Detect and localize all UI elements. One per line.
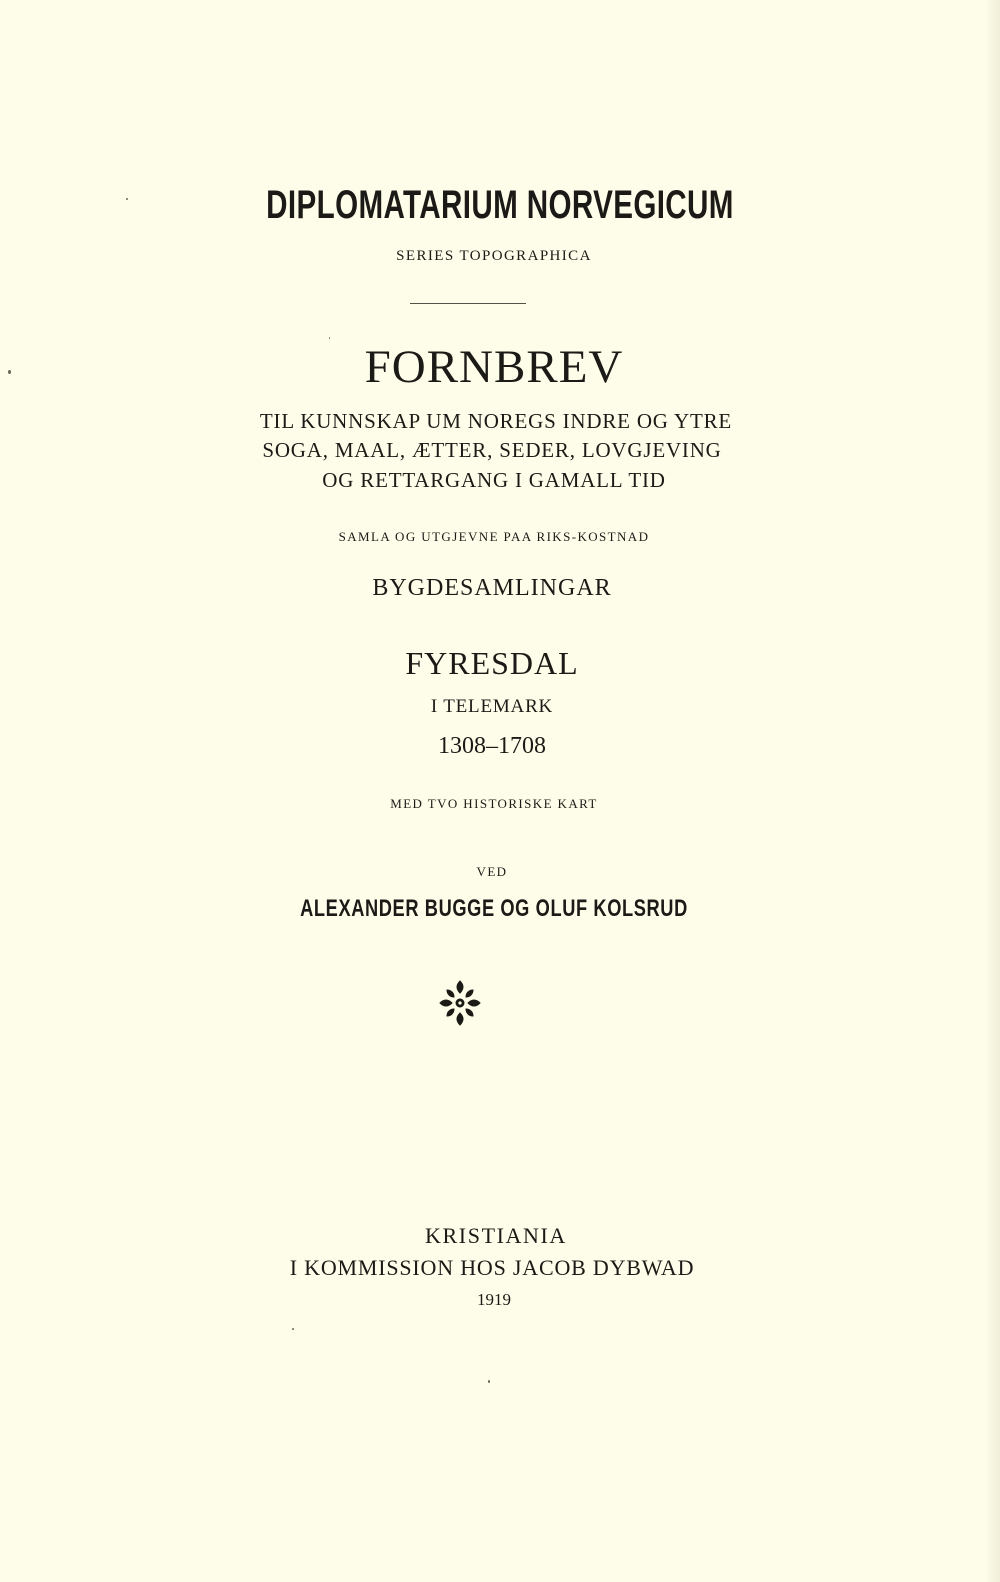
- imprint-publisher: I KOMMISSION HOS JACOB DYBWAD: [289, 1255, 695, 1280]
- subtitle-line-1: TIL KUNNSKAP UM NOREGS INDRE OG YTRE: [259, 409, 733, 433]
- paper-speck: [292, 1328, 294, 1330]
- subtitle-line-3: OG RETTARGANG I GAMALL TID: [322, 468, 666, 492]
- page-edge-shadow: [984, 0, 1000, 1582]
- maps-note: MED TVO HISTORISKE KART: [390, 796, 598, 811]
- paper-speck: [126, 198, 128, 200]
- fleuron-ornament-icon: [437, 978, 483, 1028]
- authors: ALEXANDER BUGGE OG OLUF KOLSRUD: [300, 895, 688, 922]
- paper-speck: [488, 1380, 490, 1383]
- collection-title: BYGDESAMLINGAR: [372, 575, 612, 601]
- imprint-city: KRISTIANIA: [425, 1223, 567, 1248]
- subtitle-line-2: SOGA, MAAL, ÆTTER, SEDER, LOVGJEVING: [262, 438, 722, 462]
- series-title: SERIES TOPOGRAPHICA: [396, 248, 592, 264]
- paper-speck: [8, 370, 11, 374]
- imprint-year: 1919: [477, 1290, 511, 1309]
- place-title: FYRESDAL: [405, 645, 579, 681]
- year-range: 1308–1708: [438, 733, 546, 759]
- main-title: DIPLOMATARIUM NORVEGICUM: [266, 183, 734, 227]
- collected-note: SAMLA OG UTGJEVNE PAA RIKS-KOSTNAD: [338, 529, 650, 544]
- heading-fornbrev: FORNBREV: [364, 341, 624, 393]
- region-title: I TELEMARK: [430, 696, 554, 717]
- divider-rule: [410, 303, 526, 304]
- paper-speck: [329, 337, 330, 339]
- by-label: VED: [476, 864, 508, 879]
